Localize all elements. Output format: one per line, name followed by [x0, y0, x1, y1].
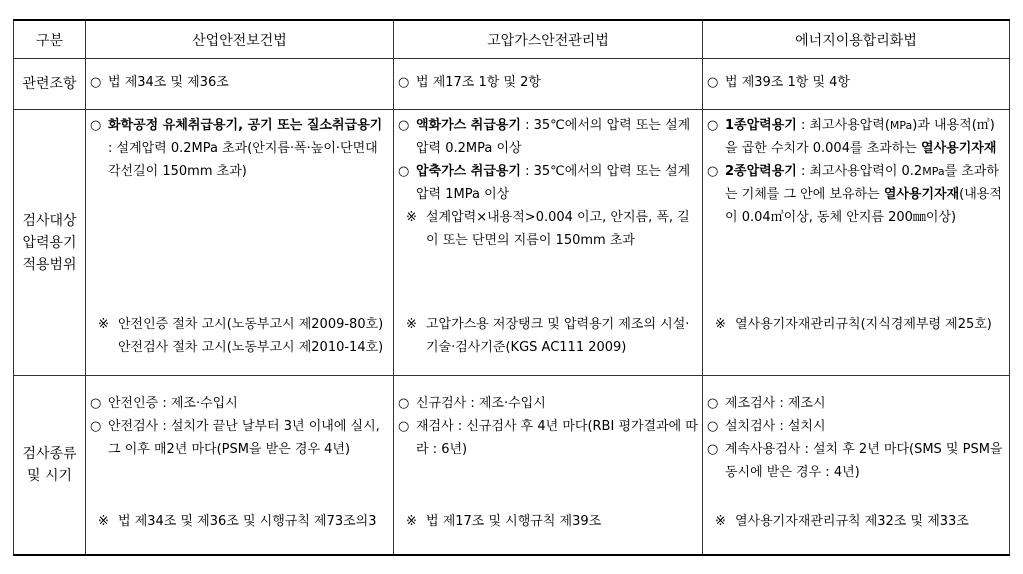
row-label-types: [14, 376, 86, 556]
cell-related-col3: [703, 59, 1010, 110]
scope-col2-note: ※ 고압가스용 저장탱크 및 압력용기 제조의 시설·기술·검사기준(KGS AC111 2009): [398, 313, 698, 359]
types-col1-item1: ○ 안전인증 : 제조·수입시: [90, 392, 389, 415]
scope-col3-notes: [707, 313, 1005, 336]
scope-col3-item2: ○ 2종압력용기 : 최고사용압력이 0.2MPa를 초과하는 기체를 그 안에 보유하는 열사용기자재(내용적이 0.04㎥이상, 동체 안지름 200㎜이상): [707, 160, 1005, 229]
types-col2-notes: [398, 510, 698, 533]
scope-label-line2: 압력용기: [22, 234, 77, 251]
header-energy-use-act: 에너지이용합리화법: [703, 20, 1010, 59]
cell-related-col2: [394, 59, 703, 110]
row-label-related: 관련조항: [14, 59, 86, 110]
scope-label-line1: 검사대상: [22, 212, 77, 229]
scope-col1-item1: ○ 화학공정 유체취급용기, 공기 또는 질소취급용기 : 설계압력 0.2MPa 초과(안지름·폭·높이·단면대각선길이 150mm 초과): [90, 114, 389, 183]
scope-label-line3: 적용범위: [22, 256, 77, 273]
types-label-line2: 및 시기: [26, 468, 73, 484]
cell-scope-col3: [703, 110, 1010, 376]
scope-col1-note1: ※ 안전인증 절차 고시(노동부고시 제2009-80호): [90, 313, 389, 336]
scope-col1-notes: [90, 313, 389, 359]
related-item-col3: ○ 법 제39조 1항 및 4항: [707, 71, 1005, 94]
types-col3-item2: ○ 설치검사 : 설치시: [707, 415, 1005, 438]
header-row: [14, 20, 1010, 59]
scope-col3-note: ※ 열사용기자재관리규칙(지식경제부령 제25호): [707, 313, 1005, 336]
header-category: 구분: [14, 20, 86, 59]
cell-types-col2: [394, 376, 703, 556]
cell-related-col1: [86, 59, 394, 110]
cell-types-col1: [86, 376, 394, 556]
types-col2-item2: ○ 재검사 : 신규검사 후 4년 마다(RBI 평가결과에 따라 : 6년): [398, 415, 698, 461]
row-inspection-types: [14, 376, 1010, 556]
types-col3-item1: ○ 제조검사 : 제조시: [707, 392, 1005, 415]
related-item-col1: ○ 법 제34조 및 제36조: [90, 71, 389, 94]
types-label-line1: 검사종류: [22, 446, 77, 462]
scope-col3-item1: ○ 1종압력용기 : 최고사용압력(MPa)과 내용적(㎥)을 곱한 수치가 0.004를 초과하는 열사용기자재: [707, 114, 1005, 160]
related-item-col2: ○ 법 제17조 1항 및 2항: [398, 71, 698, 94]
scope-col2-item1: ○ 액화가스 취급용기 : 35℃에서의 압력 또는 설계압력 0.2MPa 이상: [398, 114, 698, 160]
types-col1-item2: ○ 안전검사 : 설치가 끝난 날부터 3년 이내에 실시, 그 이후 매2년 마다(PSM을 받은 경우 4년): [90, 415, 389, 461]
scope-col2-item2: ○ 압축가스 취급용기 : 35℃에서의 압력 또는 설계압력 1MPa 이상: [398, 160, 698, 206]
types-col2-item1: ○ 신규검사 : 제조·수입시: [398, 392, 698, 415]
types-col3-item3: ○ 계속사용검사 : 설치 후 2년 마다(SMS 및 PSM을 동시에 받은 경우 : 4년): [707, 438, 1005, 484]
regulation-table: [13, 19, 1010, 556]
types-col2-note: ※ 법 제17조 및 시행규칙 제39조: [398, 510, 698, 533]
cell-types-col3: [703, 376, 1010, 556]
header-high-pressure-gas-act: 고압가스안전관리법: [394, 20, 703, 59]
cell-scope-col1: [86, 110, 394, 376]
types-col3-note: ※ 열사용기자재관리규칙 제32조 및 제33조: [707, 510, 1005, 533]
row-scope: [14, 110, 1010, 376]
types-col1-note: ※ 법 제34조 및 제36조 및 시행규칙 제73조의3: [90, 510, 389, 533]
scope-col2-subnote: ※ 설계압력×내용적>0.004 이고, 안지름, 폭, 길이 또는 단면의 지름이 150mm 초과: [398, 206, 698, 252]
types-col1-notes: [90, 510, 389, 533]
types-col3-notes: [707, 510, 1005, 533]
cell-scope-col2: [394, 110, 703, 376]
row-label-scope: [14, 110, 86, 376]
header-industrial-safety-act: 산업안전보건법: [86, 20, 394, 59]
scope-col2-notes: [398, 313, 698, 359]
row-related-articles: [14, 59, 1010, 110]
scope-col1-note2: 안전검사 절차 고시(노동부고시 제2010-14호): [118, 340, 384, 355]
